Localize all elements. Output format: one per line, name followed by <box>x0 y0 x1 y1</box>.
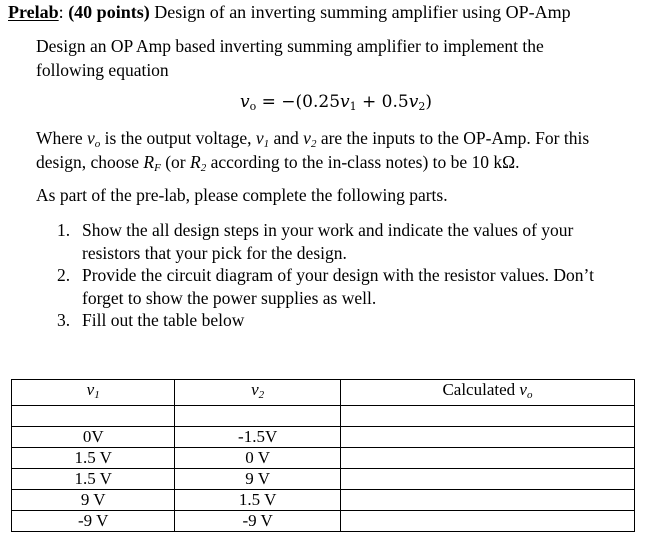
intro-line-1: Design an OP Amp based inverting summing amplifier to implement the <box>36 36 544 56</box>
header-v2: $v_2$ <box>175 380 340 406</box>
header-calculated-vo: Calculated $v_o$ <box>340 380 634 406</box>
part-item-3: 3. Fill out the table below <box>57 310 245 330</box>
part-item-1: 1. Show the all design steps in your work and indicate the values of your resistors that your pick for the design. <box>57 220 574 263</box>
calculated-cell[interactable] <box>340 406 634 427</box>
part-item-2: 2. Provide the circuit diagram of your design with the resistor values. Don’t forget to show the power supplies as well. <box>57 265 594 308</box>
values-table <box>11 379 635 532</box>
calculated-cell[interactable] <box>340 511 634 532</box>
equation: $v_o = -(0.25v_1 + 0.5v_2)$ <box>240 92 432 113</box>
intro-line-2: following equation <box>36 60 169 80</box>
parts-list <box>57 219 594 332</box>
prelab-title: Prelab: (40 points) Design of an inverting summing amplifier using OP-Amp <box>8 2 571 22</box>
calculated-cell[interactable] <box>340 427 634 448</box>
description-line-1: Where $v_o$ is the output voltage, $v_1$ and $v_2$ are the inputs to the OP-Amp. For this <box>36 128 590 150</box>
description-line-2: design, choose $R_F$ (or $R_2$ according to the in-class notes) to be 10 kΩ. <box>36 152 520 174</box>
calculated-cell[interactable] <box>340 490 634 511</box>
table-row: 1.5 V 0 V <box>12 448 635 469</box>
title-text: Design of an inverting summing amplifier using OP-Amp <box>149 2 571 22</box>
table-row: 9 V 1.5 V <box>12 490 635 511</box>
calculated-cell[interactable] <box>340 448 634 469</box>
table-row: 0V -1.5V <box>12 427 635 448</box>
table-row <box>12 406 635 427</box>
prelab-label: Prelab <box>8 2 59 22</box>
description-line-3: As part of the pre-lab, please complete the following parts. <box>36 185 448 205</box>
table-header-row <box>12 380 635 406</box>
table-row: 1.5 V 9 V <box>12 469 635 490</box>
table-row: -9 V -9 V <box>12 511 635 532</box>
header-v1: $v_1$ <box>12 380 175 406</box>
points-label: (40 points) <box>68 2 150 22</box>
calculated-cell[interactable] <box>340 469 634 490</box>
